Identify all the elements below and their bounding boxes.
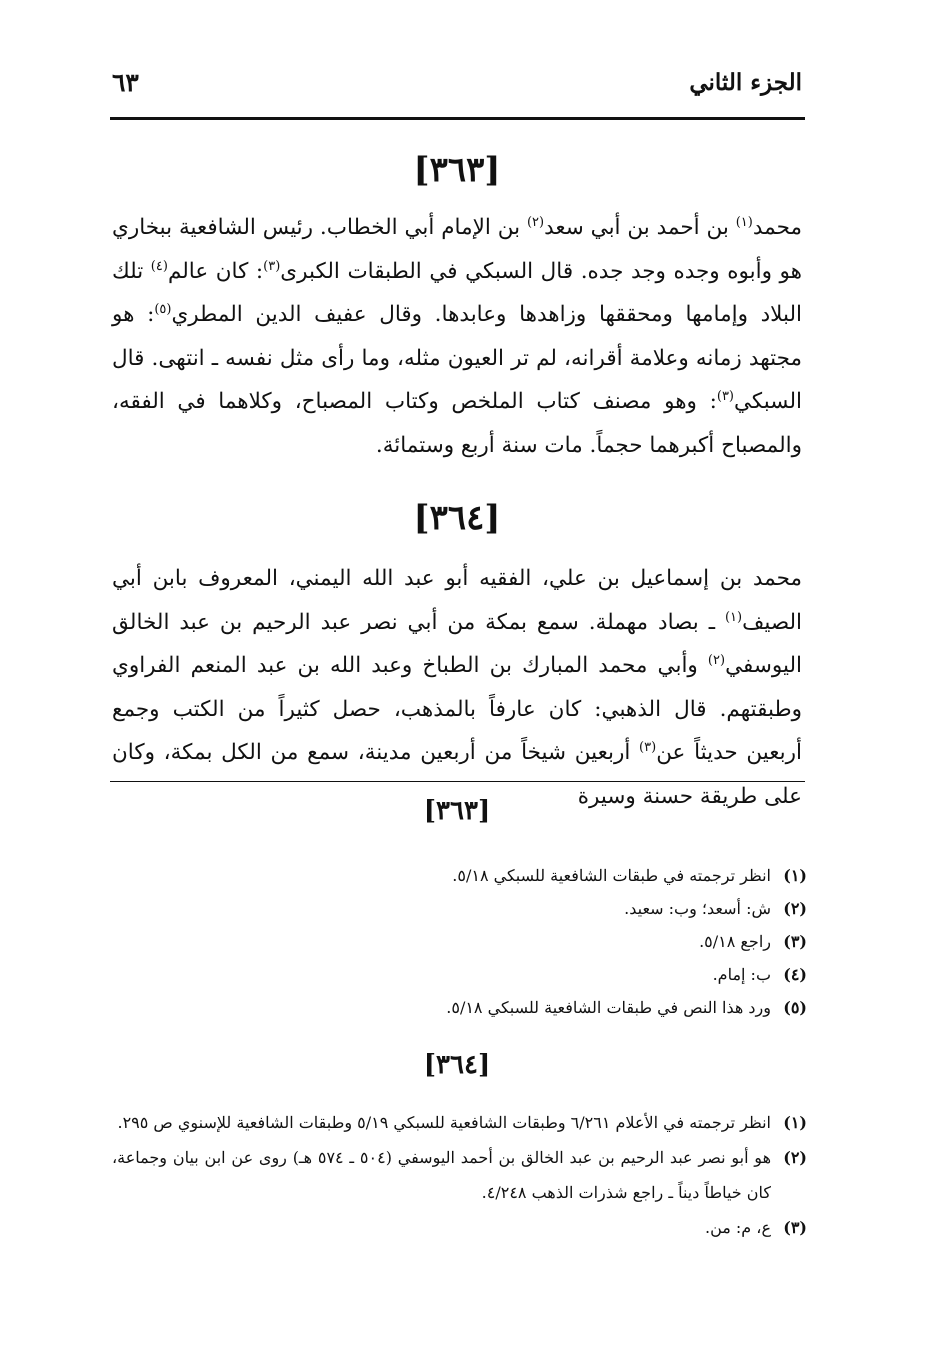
- footnote-text: ورد هذا النص في طبقات الشافعية للسبكي ٥/١٨.: [446, 998, 771, 1017]
- footnote-item: [112, 859, 807, 892]
- footnotes-list-363: [112, 859, 807, 1024]
- footnote-item: [112, 1140, 807, 1210]
- running-head: الجزء الثاني: [689, 68, 802, 96]
- footnote-number: (١): [783, 866, 807, 885]
- footnote-text: انظر ترجمته في طبقات الشافعية للسبكي ٥/١٨.: [452, 866, 771, 885]
- footnotes-rule: [110, 781, 805, 782]
- text-run: بن أحمد بن أبي سعد: [544, 215, 736, 240]
- text-run: بن الإمام أبي الخطاب. رئيس الشافعية ببخاري هو وأبوه وجده وجد جده. قال السبكي في الطبقات الكبرى: [112, 215, 802, 284]
- text-run: أربعين شيخاً من أربعين مدينة، سمع من الكل بمكة، وكان على طريقة حسنة وسيرة: [112, 740, 802, 809]
- footnote-number: (٣): [783, 1218, 807, 1237]
- footnote-marker: (٣): [716, 388, 734, 404]
- footnote-number: (٥): [783, 998, 807, 1017]
- entry-363-paragraph: [112, 206, 802, 467]
- footnotes-heading-364: [٣٦٤]: [423, 1050, 491, 1080]
- footnote-marker: (٤): [150, 258, 168, 274]
- entry-364-paragraph: [112, 557, 802, 818]
- text-run: ـ بصاد مهملة. سمع بمكة من أبي نصر عبد الرحيم بن عبد الخالق اليوسفي: [112, 609, 802, 678]
- footnotes-heading-363: [٣٦٣]: [423, 796, 491, 826]
- footnote-item: [112, 991, 807, 1024]
- footnote-number: (٢): [783, 1148, 807, 1167]
- footnote-marker: (٣): [263, 258, 281, 274]
- footnote-number: (٣): [783, 932, 807, 951]
- footnote-item: [112, 925, 807, 958]
- footnote-marker: (١): [735, 214, 753, 230]
- footnote-marker: (١): [724, 609, 743, 625]
- footnotes-list-364: [112, 1105, 807, 1245]
- text-run: محمد بن إسماعيل بن علي، الفقيه أبو عبد الله اليمني، المعروف بابن أبي الصيف: [112, 566, 802, 635]
- header-rule: [110, 117, 805, 120]
- footnote-text: راجع ٥/١٨.: [699, 932, 771, 951]
- text-run: : هو مجتهد زمانه وعلامة أقرانه، لم تر العيون مثله، وما رأى مثل نفسه ـ انتهى. قال السبكي: [112, 302, 802, 414]
- text-run: : وهو مصنف كتاب الملخص وكتاب المصباح، وكلاهما في الفقه، والمصباح أكبرهما حجماً. مات سنة أربع وستمائة.: [112, 389, 802, 458]
- footnote-marker: (٥): [154, 301, 172, 317]
- footnote-number: (٤): [783, 965, 807, 984]
- footnote-number: (٢): [783, 899, 807, 918]
- footnote-item: [112, 1210, 807, 1245]
- footnote-text: هو أبو نصر عبد الرحيم بن عبد الخالق بن أحمد اليوسفي (٥٠٤ ـ ٥٧٤ هـ) روى عن ابن بيان وجماعة، كان خياطاً ديناً ـ راجع شذرات الذهب ٤/٢٤٨.: [112, 1148, 772, 1202]
- page-header: [112, 62, 802, 102]
- footnote-text: ب: إمام.: [712, 965, 771, 984]
- footnote-item: [112, 1105, 807, 1140]
- footnote-marker: (٢): [526, 214, 545, 230]
- footnote-item: [112, 958, 807, 991]
- text-run: : كان عالم: [167, 258, 264, 284]
- footnote-number: (١): [783, 1113, 807, 1132]
- footnote-marker: (٣): [639, 739, 657, 755]
- footnote-marker: (٢): [707, 652, 726, 668]
- entry-number-364: [٣٦٤]: [413, 498, 501, 538]
- footnote-item: [112, 892, 807, 925]
- footnote-text: ش: أسعد؛ وب: سعيد.: [624, 899, 771, 918]
- entry-number-363: [٣٦٣]: [413, 150, 501, 190]
- text-run: تلك البلاد وإمامها ومحققها وزاهدها وعابدها. وقال عفيف الدين المطري: [112, 258, 802, 327]
- text-run: محمد: [752, 215, 802, 240]
- text-run: وأبي محمد المبارك بن الطباخ وعبد الله بن عبد المنعم الفراوي وطبقتهم. قال الذهبي: كان عارفاً بالمذهب، حصل كثيراً من الكتب وجمع أربعين حديثاً عن: [112, 653, 802, 765]
- page-number: ٦٣: [112, 67, 139, 97]
- footnote-text: انظر ترجمته في الأعلام ٦/٢٦١ وطبقات الشافعية للسبكي ٥/١٩ وطبقات الشافعية للإسنوي ص ٢٩٥.: [117, 1113, 771, 1132]
- footnote-text: ع، م: من.: [704, 1218, 771, 1237]
